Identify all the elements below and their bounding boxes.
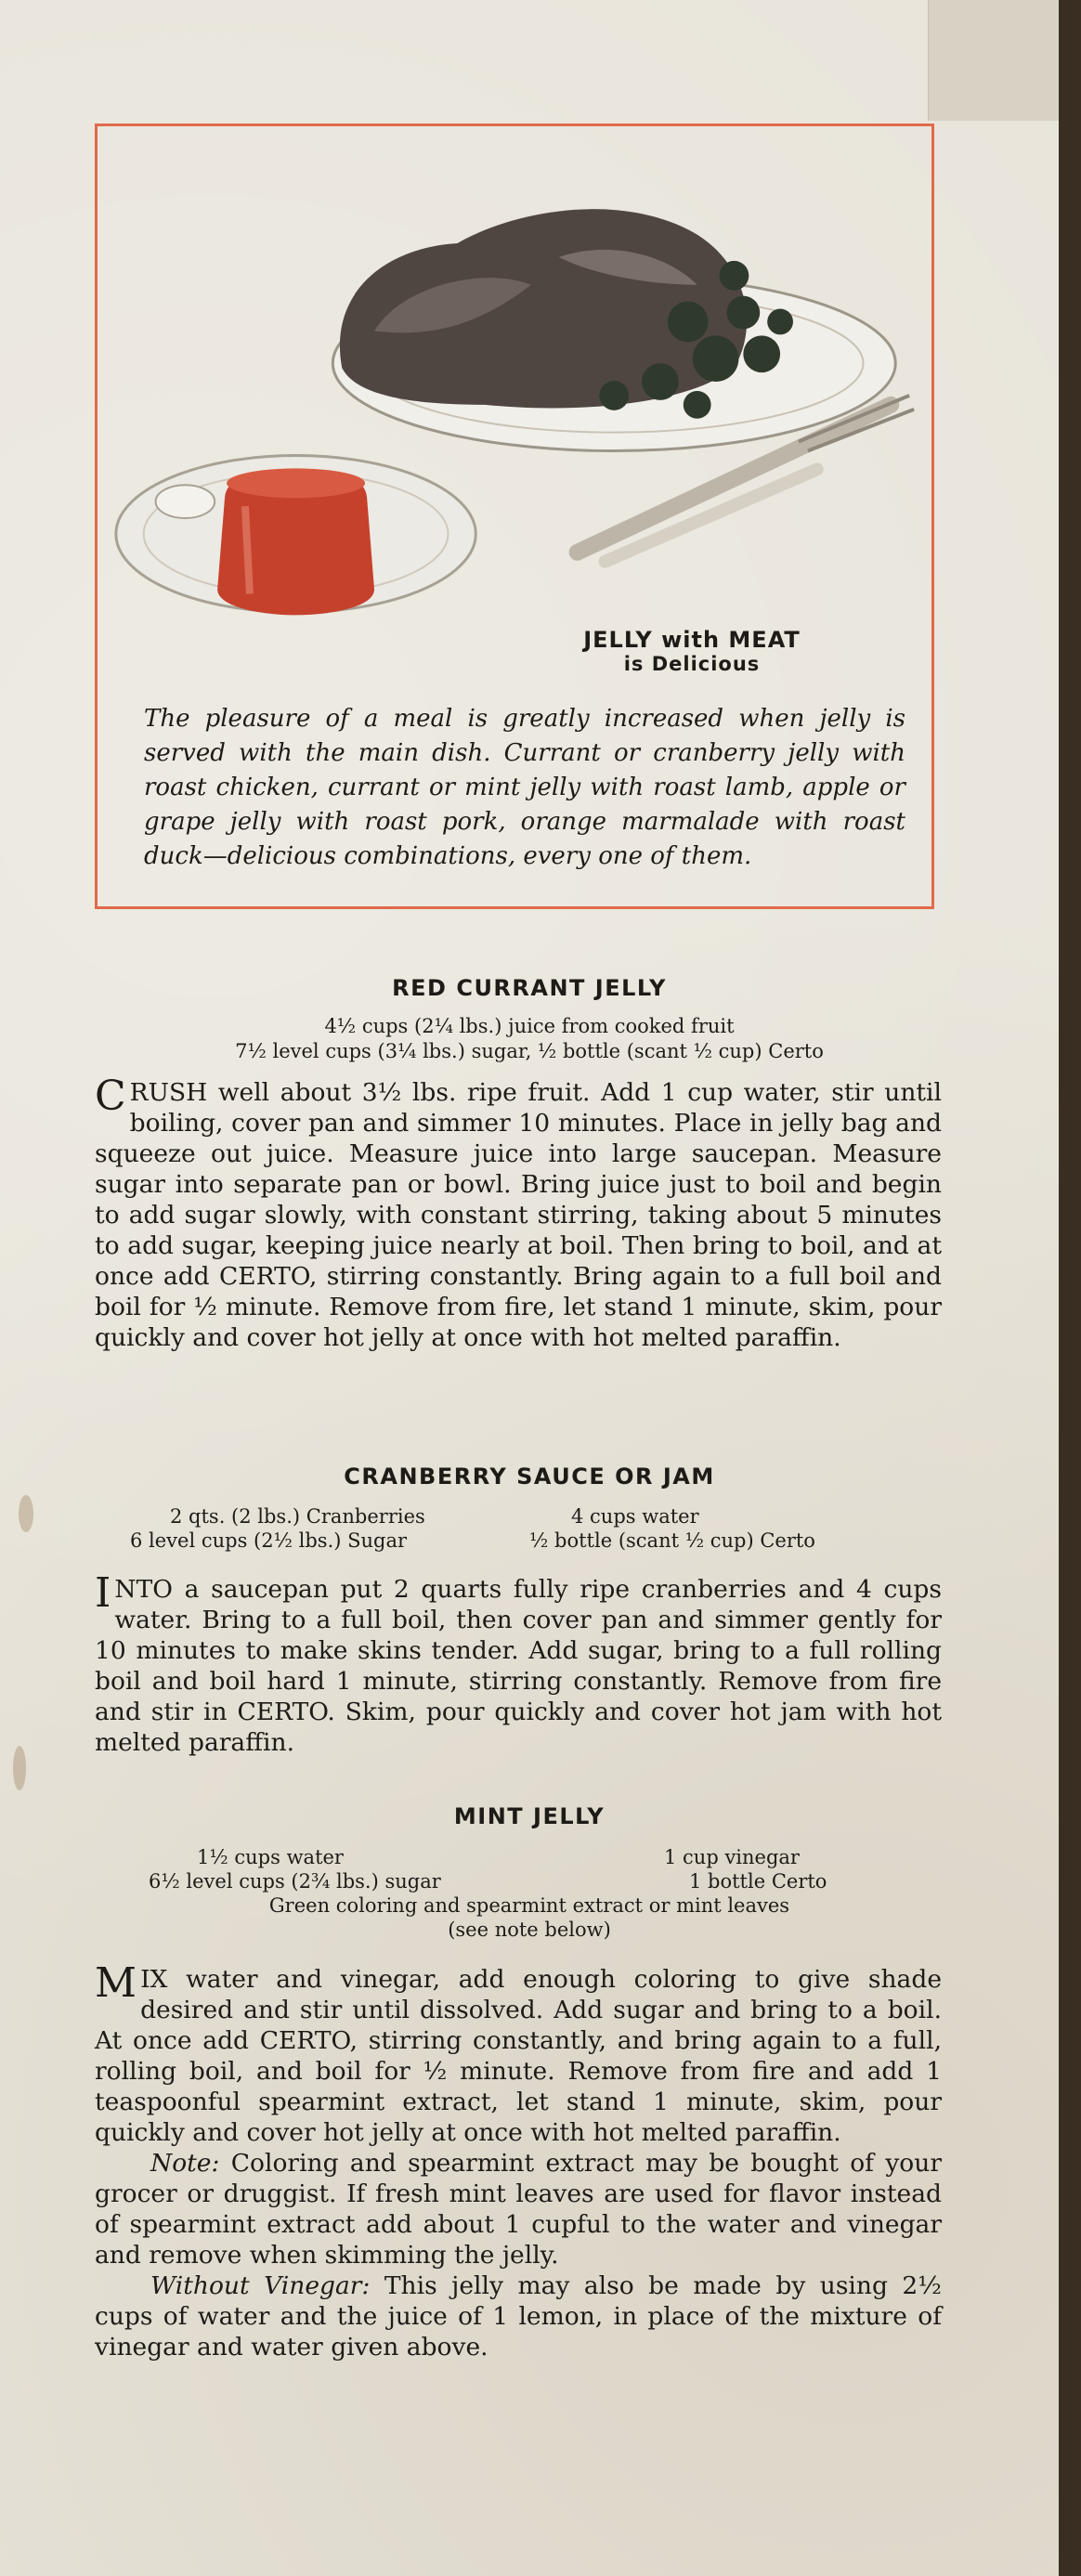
- red-currant-directions: [95, 1073, 942, 1353]
- mint-ingredient-left-1: 1½ cups water: [197, 1846, 344, 1868]
- red-currant-lead: RUSH: [129, 1078, 208, 1107]
- cranberry-body: a saucepan put 2 quarts fully ripe cranberries and 4 cups water. Bring to a full boil, then cover pan and simmer gently for 10 minutes to make skins tender. Add sugar, bring to a full rolling boil and boil hard 1 minute, stirring constantly. Remove from fire and stir in CERTO. Skim, pour quickly and cover hot jam with hot melted paraffin.: [95, 1575, 942, 1757]
- cranberry-ingredient-right-1: 4 cups water: [571, 1505, 699, 1528]
- mint-directions: [95, 1959, 942, 2362]
- mint-ingredient-left-2: 6½ level cups (2¾ lbs.) sugar: [149, 1870, 441, 1893]
- cranberry-ingredient-left-1: 2 qts. (2 lbs.) Cranberries: [170, 1505, 425, 1528]
- illustration-frame: [95, 124, 934, 909]
- red-currant-title: RED CURRANT JELLY: [392, 975, 667, 1001]
- mint-body: water and vinegar, add enough coloring to give shade desired and stir until dissolved. Add sugar and bring to a boil. At once add CERTO, stirring constantly, and bring again to a full, rolling boil, and boil for ½ minute. Remove from fire and add 1 teaspoonful spearmint extract, let stand 1 minute, skim, pour quickly and cover hot jelly at once with hot melted paraffin.: [95, 1965, 942, 2147]
- illustration-blurb: The pleasure of a meal is greatly increased when jelly is served with the main dish. Currant or cranberry jelly with roast chicken, currant or mint jelly with roast lamb, apple or grape jelly with roast pork, orange marmalade with roast duck—delicious combinations, every one of them.: [144, 705, 905, 870]
- mint-ingredient-right-1: 1 cup vinegar: [664, 1846, 800, 1868]
- cranberry-ingredient-right-2: ½ bottle (scant ½ cup) Certo: [529, 1529, 815, 1552]
- cranberry-ingredient-left-2: 6 level cups (2½ lbs.) Sugar: [130, 1529, 408, 1552]
- mint-note-label: Note:: [150, 2149, 220, 2178]
- mint-note: [95, 2148, 942, 2270]
- mint-without-vinegar-body: This jelly may also be made by using 2½ cups of water and the juice of 1 lemon, in place of the mixture of vinegar and water given above.: [95, 2271, 942, 2361]
- mint-ingredient-line-4: (see note below): [448, 1919, 611, 1941]
- red-currant-body: well about 3½ lbs. ripe fruit. Add 1 cup water, stir until boiling, cover pan and simmer 10 minutes. Place in jelly bag and squeeze out juice. Measure juice into large saucepan. Measure sugar into separate pan or bowl. Bring juice just to boil and begin to add sugar slowly, with constant stirring, taking about 5 minutes to add sugar, keeping juice nearly at boil. Then bring to boil, and at once add CERTO, stirring constantly. Bring again to a full boil and boil for ½ minute. Remove from fire, let stand 1 minute, skim, pour quickly and cover hot jelly at once with hot melted paraffin.: [95, 1078, 942, 1352]
- mint-lead: IX: [140, 1965, 168, 1994]
- mint-title: MINT JELLY: [453, 1803, 606, 1829]
- mint-note-body: Coloring and spearmint extract may be bought of your grocer or druggist. If fresh mint leaves are used for flavor instead of spearmint extract add about 1 cupful to the water and vinegar and remove when skimming the jelly.: [95, 2149, 942, 2270]
- edge-stain: [13, 1746, 26, 1790]
- mint-ingredient-line-3: Green coloring and spearmint extract or mint leaves: [268, 1894, 790, 1917]
- edge-stain: [19, 1495, 33, 1532]
- caption-line-2: is Delicious: [623, 653, 761, 675]
- red-currant-drop-cap: C: [95, 1073, 126, 1120]
- mint-ingredient-right-2: 1 bottle Certo: [689, 1870, 827, 1893]
- mint-drop-cap: M: [95, 1959, 137, 2007]
- torn-corner: [928, 0, 1059, 121]
- cranberry-lead: NTO: [114, 1575, 173, 1604]
- cranberry-drop-cap: I: [95, 1569, 111, 1617]
- red-currant-ingredient-1: 4½ cups (2¼ lbs.) juice from cooked fruit: [324, 1015, 735, 1037]
- mint-without-vinegar: [95, 2270, 942, 2362]
- mint-method: [95, 1959, 942, 2148]
- jelly-with-meat-illustration: [98, 126, 931, 646]
- cranberry-title: CRANBERRY SAUCE OR JAM: [344, 1464, 715, 1490]
- red-currant-ingredient-2: 7½ level cups (3¼ lbs.) sugar, ½ bottle (scant ½ cup) Certo: [235, 1040, 824, 1062]
- mint-without-vinegar-label: Without Vinegar:: [150, 2271, 371, 2300]
- caption-line-1: JELLY with MEAT: [583, 627, 801, 653]
- cranberry-directions: [95, 1569, 942, 1758]
- illustration-caption: [506, 628, 878, 676]
